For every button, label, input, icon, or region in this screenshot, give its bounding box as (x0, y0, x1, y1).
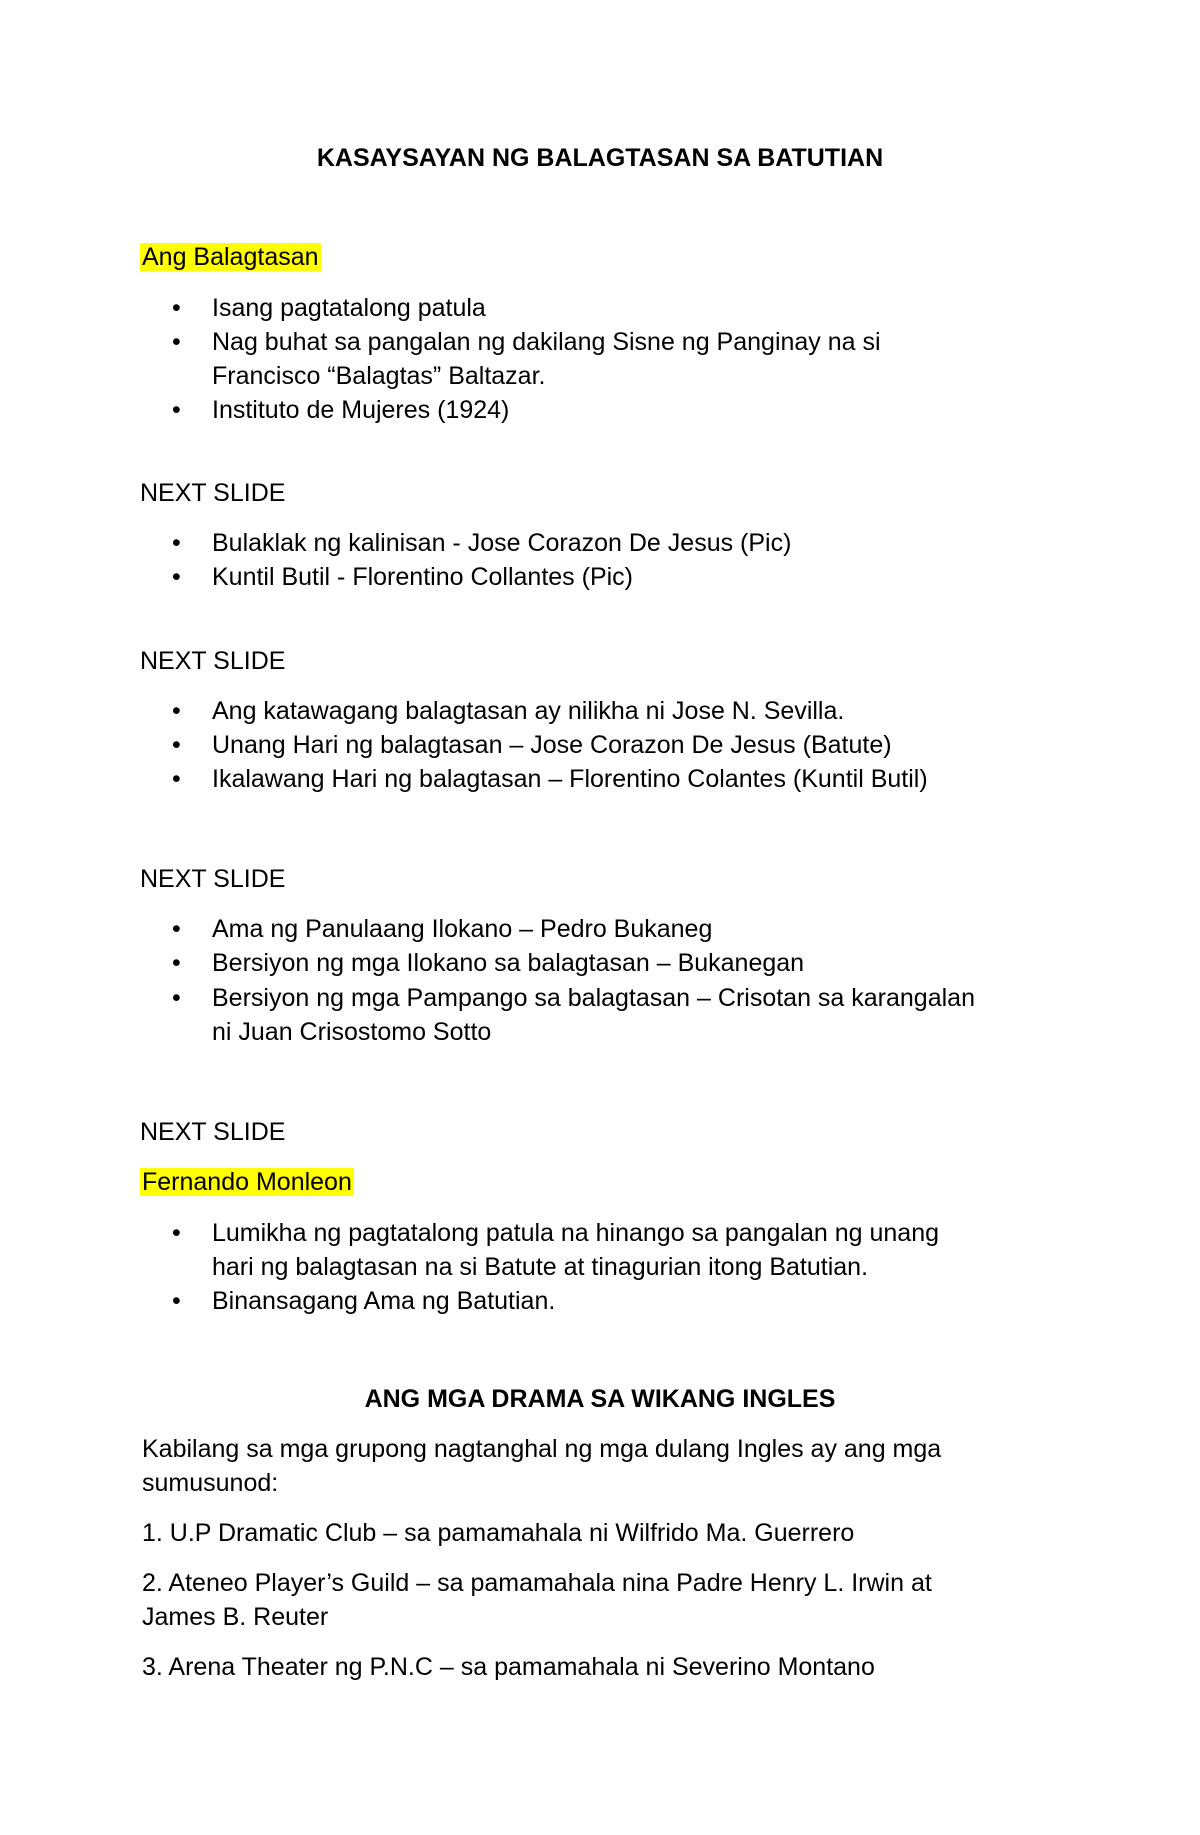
list-item-text: Ang katawagang balagtasan ay nilikha ni Jose N. Sevilla. (212, 697, 845, 725)
section-heading-fernando-monleon (140, 1165, 354, 1199)
list-item-text: Bulaklak ng kalinisan - Jose Corazon De Jesus (Pic) (212, 529, 792, 557)
bullet-icon: • (172, 294, 181, 322)
bullet-icon: • (172, 396, 181, 424)
next-slide-label: NEXT SLIDE (140, 479, 286, 507)
list-item-text: Francisco “Balagtas” Baltazar. (212, 362, 546, 390)
next-slide-label: NEXT SLIDE (140, 1118, 286, 1146)
next-slide-label: NEXT SLIDE (140, 865, 286, 893)
bullet-icon: • (172, 765, 181, 793)
list-item-text: Isang pagtatalong patula (212, 294, 486, 322)
bullet-icon: • (172, 328, 181, 356)
list-item-text: Ama ng Panulaang Ilokano – Pedro Bukaneg (212, 915, 713, 943)
next-slide-label: NEXT SLIDE (140, 647, 286, 675)
drama-list-item: 2. Ateneo Player’s Guild – sa pamamahala nina Padre Henry L. Irwin at (142, 1569, 932, 1597)
drama-intro-line: Kabilang sa mga grupong nagtanghal ng mga dulang Ingles ay ang mga (142, 1435, 942, 1463)
highlighted-heading: Fernando Monleon (142, 1168, 352, 1196)
list-item-text: Bersiyon ng mga Pampango sa balagtasan – Crisotan sa karangalan (212, 984, 975, 1012)
bullet-icon: • (172, 563, 181, 591)
list-item-text: hari ng balagtasan na si Batute at tinagurian itong Batutian. (212, 1253, 869, 1281)
drama-list-item: 3. Arena Theater ng P.N.C – sa pamamahala ni Severino Montano (142, 1653, 875, 1681)
list-item-text: Unang Hari ng balagtasan – Jose Corazon De Jesus (Batute) (212, 731, 892, 759)
bullet-icon: • (172, 1219, 181, 1247)
list-item-text: Nag buhat sa pangalan ng dakilang Sisne ng Panginay na si (212, 328, 881, 356)
list-item-text: ni Juan Crisostomo Sotto (212, 1018, 492, 1046)
list-item-text: Ikalawang Hari ng balagtasan – Florentino Colantes (Kuntil Butil) (212, 765, 928, 793)
bullet-icon: • (172, 915, 181, 943)
bullet-icon: • (172, 697, 181, 725)
drama-list-item: James B. Reuter (142, 1603, 329, 1631)
list-item-text: Bersiyon ng mga Ilokano sa balagtasan – Bukanegan (212, 949, 805, 977)
bullet-icon: • (172, 529, 181, 557)
section-heading-balagtasan (140, 240, 321, 274)
drama-intro-line: sumusunod: (142, 1469, 279, 1497)
section-title-drama: ANG MGA DRAMA SA WIKANG INGLES (364, 1385, 836, 1413)
bullet-icon: • (172, 731, 181, 759)
list-item-text: Binansagang Ama ng Batutian. (212, 1287, 556, 1315)
bullet-icon: • (172, 984, 181, 1012)
page-title: KASAYSAYAN NG BALAGTASAN SA BATUTIAN (316, 144, 884, 172)
bullet-icon: • (172, 1287, 181, 1315)
list-item-text: Instituto de Mujeres (1924) (212, 396, 510, 424)
drama-list-item: 1. U.P Dramatic Club – sa pamamahala ni Wilfrido Ma. Guerrero (142, 1519, 855, 1547)
list-item-text: Kuntil Butil - Florentino Collantes (Pic) (212, 563, 633, 591)
bullet-icon: • (172, 949, 181, 977)
list-item-text: Lumikha ng pagtatalong patula na hinango sa pangalan ng unang (212, 1219, 940, 1247)
highlighted-heading: Ang Balagtasan (142, 243, 319, 271)
